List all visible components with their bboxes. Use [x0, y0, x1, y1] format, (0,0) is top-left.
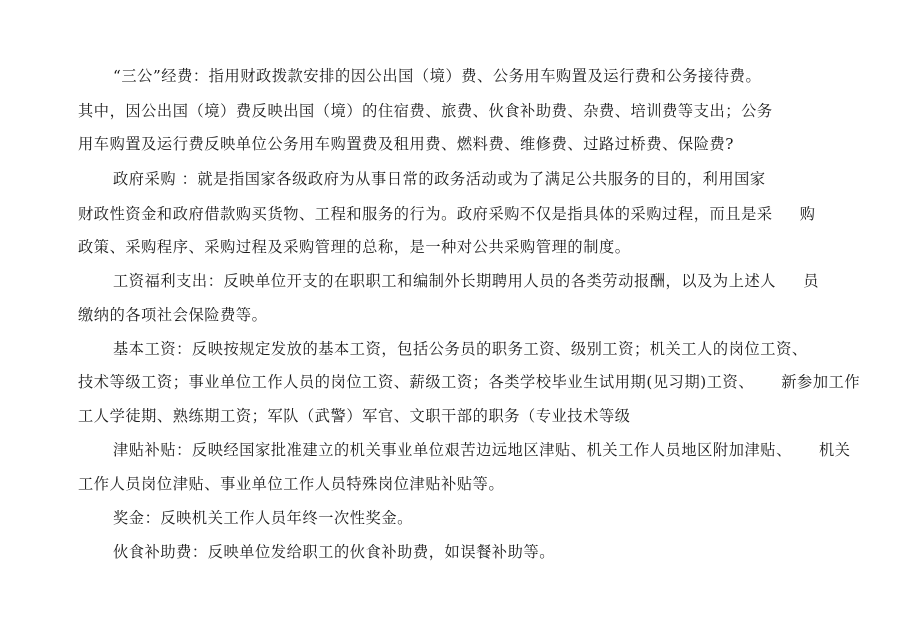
paragraph-sangong-line-2: 其中，因公出国（境）费反映出国（境）的住宿费、旅费、伙食补助费、杂费、培训费等支出；公务: [78, 102, 773, 120]
paragraph-welfare-line-1: 工资福利支出：反映单位开支的在职职工和编制外长期聘用人员的各类劳动报酬，以及为上述人 员: [113, 272, 820, 290]
paragraph-allowance-line-1: 津贴补贴：反映经国家批准建立的机关事业单位艰苦边远地区津贴、机关工作人员地区附加津贴、 机关: [113, 441, 851, 459]
paragraph-basic-wage-line-3: 工人学徒期、熟练期工资；军队（武警）军官、文职干部的职务（专业技术等级: [78, 407, 631, 425]
paragraph-procurement-line-1: 政府采购 ：就是指国家各级政府为从事日常的政务活动或为了满足公共服务的目的，利用国家: [113, 170, 766, 188]
paragraph-welfare-line-2: 缴纳的各项社会保险费等。: [78, 306, 268, 324]
paragraph-sangong-line-1: “三公”经费：指用财政拨款安排的因公出国（境）费、公务用车购置及运行费和公务接待费。: [113, 67, 762, 85]
paragraph-basic-wage-line-2: 技术等级工资；事业单位工作人员的岗位工资、薪级工资；各类学校毕业生试用期(见习期)工资、 新参加工作: [78, 373, 861, 391]
paragraph-allowance-line-2: 工作人员岗位津贴、事业单位工作人员特殊岗位津贴补贴等。: [78, 475, 505, 493]
paragraph-meal-subsidy: 伙食补助费：反映单位发给职工的伙食补助费，如误餐补助等。: [113, 543, 556, 561]
paragraph-bonus: 奖金：反映机关工作人员年终一次性奖金。: [113, 509, 413, 527]
paragraph-basic-wage-line-1: 基本工资：反映按规定发放的基本工资，包括公务员的职务工资、级别工资；机关工人的岗位工资、: [113, 340, 808, 358]
paragraph-procurement-line-3: 政策、采购程序、采购过程及采购管理的总称，是一种对公共采购管理的制度。: [78, 238, 631, 256]
paragraph-sangong-line-3: 用车购置及运行费反映单位公务用车购置费及租用费、燃料费、维修费、过路过桥费、保险费?: [78, 135, 735, 153]
paragraph-procurement-line-2: 财政性资金和政府借款购买货物、工程和服务的行为。政府采购不仅是指具体的采购过程，而且是采 购: [78, 205, 816, 223]
